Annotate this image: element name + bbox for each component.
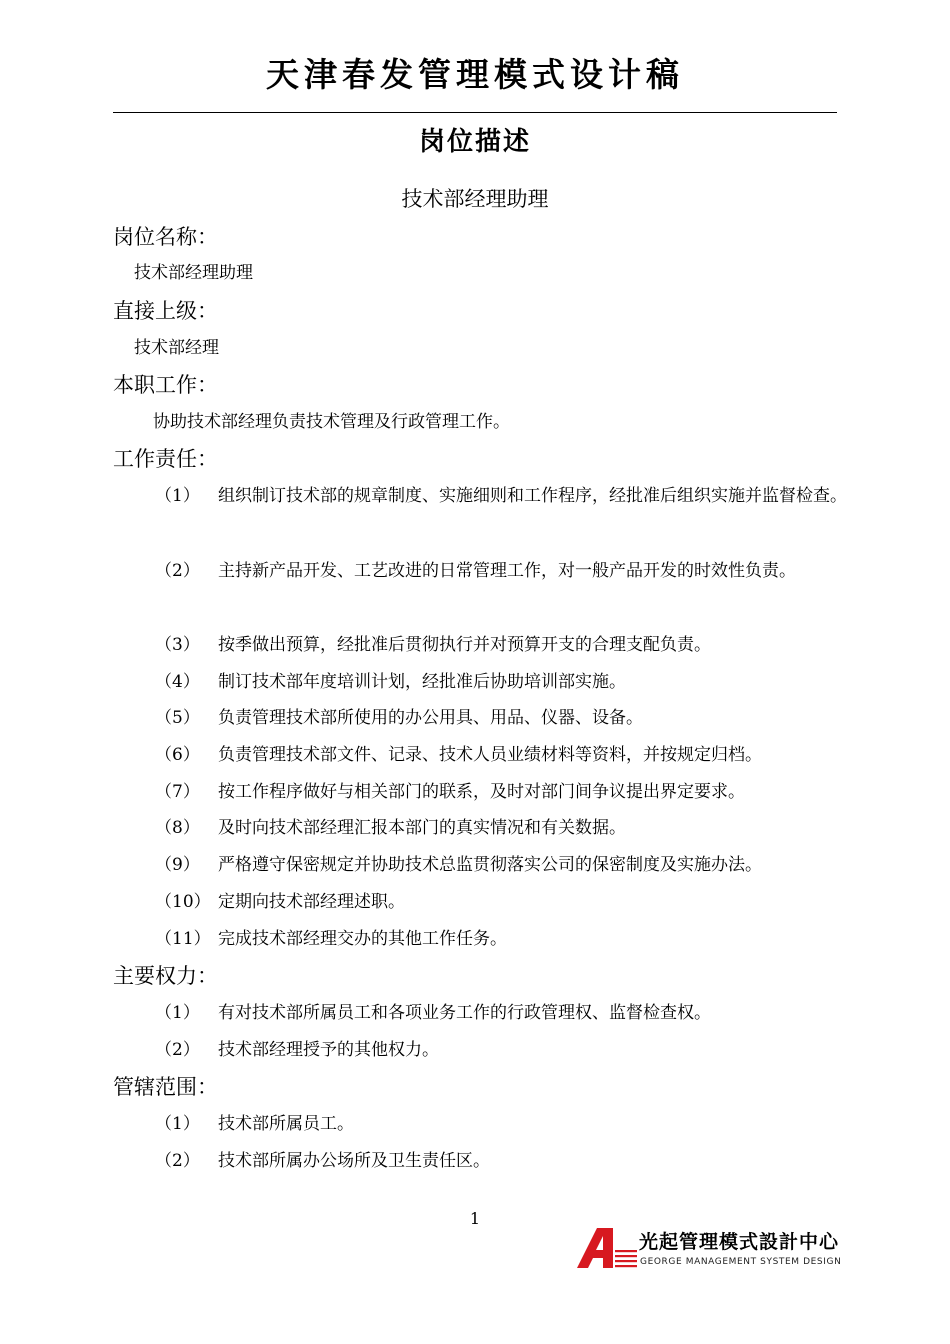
title-divider	[113, 112, 837, 113]
item-number: （9）	[155, 855, 200, 875]
item-text: 及时向技术部经理汇报本部门的真实情况和有关数据。	[218, 818, 626, 838]
position-title: 技术部经理助理	[401, 187, 549, 211]
item-text: 完成技术部经理交办的其他工作任务。	[218, 929, 507, 949]
item-number: （4）	[155, 672, 200, 692]
item-number: （1）	[155, 1003, 200, 1023]
item-number: （7）	[155, 782, 200, 802]
document-title: 天津春发管理模式设计稿	[266, 55, 684, 94]
section-heading: 岗位描述	[418, 127, 531, 157]
main-duty-value: 协助技术部经理负责技术管理及行政管理工作。	[153, 412, 510, 432]
item-number: （10）	[155, 892, 211, 912]
scope-heading: 管辖范围：	[113, 1075, 218, 1099]
item-text: 主持新产品开发、工艺改进的日常管理工作，对一般产品开发的时效性负责。	[218, 561, 796, 581]
direct-superior-heading: 直接上级：	[113, 299, 218, 323]
main-duty-heading: 本职工作：	[113, 373, 218, 397]
logo-mark-icon	[575, 1226, 637, 1270]
item-text: 负责管理技术部所使用的办公用具、用品、仪器、设备。	[218, 708, 643, 728]
item-text: 制订技术部年度培训计划，经批准后协助培训部实施。	[218, 672, 626, 692]
page-number: 1	[469, 1209, 481, 1228]
item-number: （2）	[155, 1151, 200, 1171]
item-number: （1）	[155, 486, 200, 506]
item-text: 组织制订技术部的规章制度、实施细则和工作程序，经批准后组织实施并监督检查。	[218, 486, 847, 506]
item-text: 技术部经理授予的其他权力。	[218, 1040, 439, 1060]
item-text: 定期向技术部经理述职。	[218, 892, 405, 912]
main-powers-heading: 主要权力：	[113, 964, 218, 988]
direct-superior-value: 技术部经理	[134, 338, 219, 358]
responsibilities-heading: 工作责任：	[113, 447, 218, 471]
item-number: （11）	[155, 929, 211, 949]
footer-logo	[575, 1226, 845, 1272]
item-text: 有对技术部所属员工和各项业务工作的行政管理权、监督检查权。	[218, 1003, 711, 1023]
item-text: 技术部所属办公场所及卫生责任区。	[218, 1151, 490, 1171]
item-number: （2）	[155, 1040, 200, 1060]
item-text: 严格遵守保密规定并协助技术总监贯彻落实公司的保密制度及实施办法。	[218, 855, 762, 875]
item-number: （3）	[155, 635, 200, 655]
item-text: 按工作程序做好与相关部门的联系，及时对部门间争议提出界定要求。	[218, 782, 745, 802]
logo-subtitle: GEORGE MANAGEMENT SYSTEM DESIGN	[640, 1257, 842, 1267]
item-number: （2）	[155, 561, 200, 581]
item-number: （5）	[155, 708, 200, 728]
item-text: 负责管理技术部文件、记录、技术人员业绩材料等资料，并按规定归档。	[218, 745, 762, 765]
item-text: 技术部所属员工。	[218, 1114, 354, 1134]
item-number: （8）	[155, 818, 200, 838]
item-text: 按季做出预算，经批准后贯彻执行并对预算开支的合理支配负责。	[218, 635, 711, 655]
position-name-value: 技术部经理助理	[134, 263, 253, 283]
item-number: （6）	[155, 745, 200, 765]
logo-name: 光起管理模式設計中心	[639, 1231, 840, 1253]
item-number: （1）	[155, 1114, 200, 1134]
position-name-heading: 岗位名称：	[113, 225, 218, 249]
